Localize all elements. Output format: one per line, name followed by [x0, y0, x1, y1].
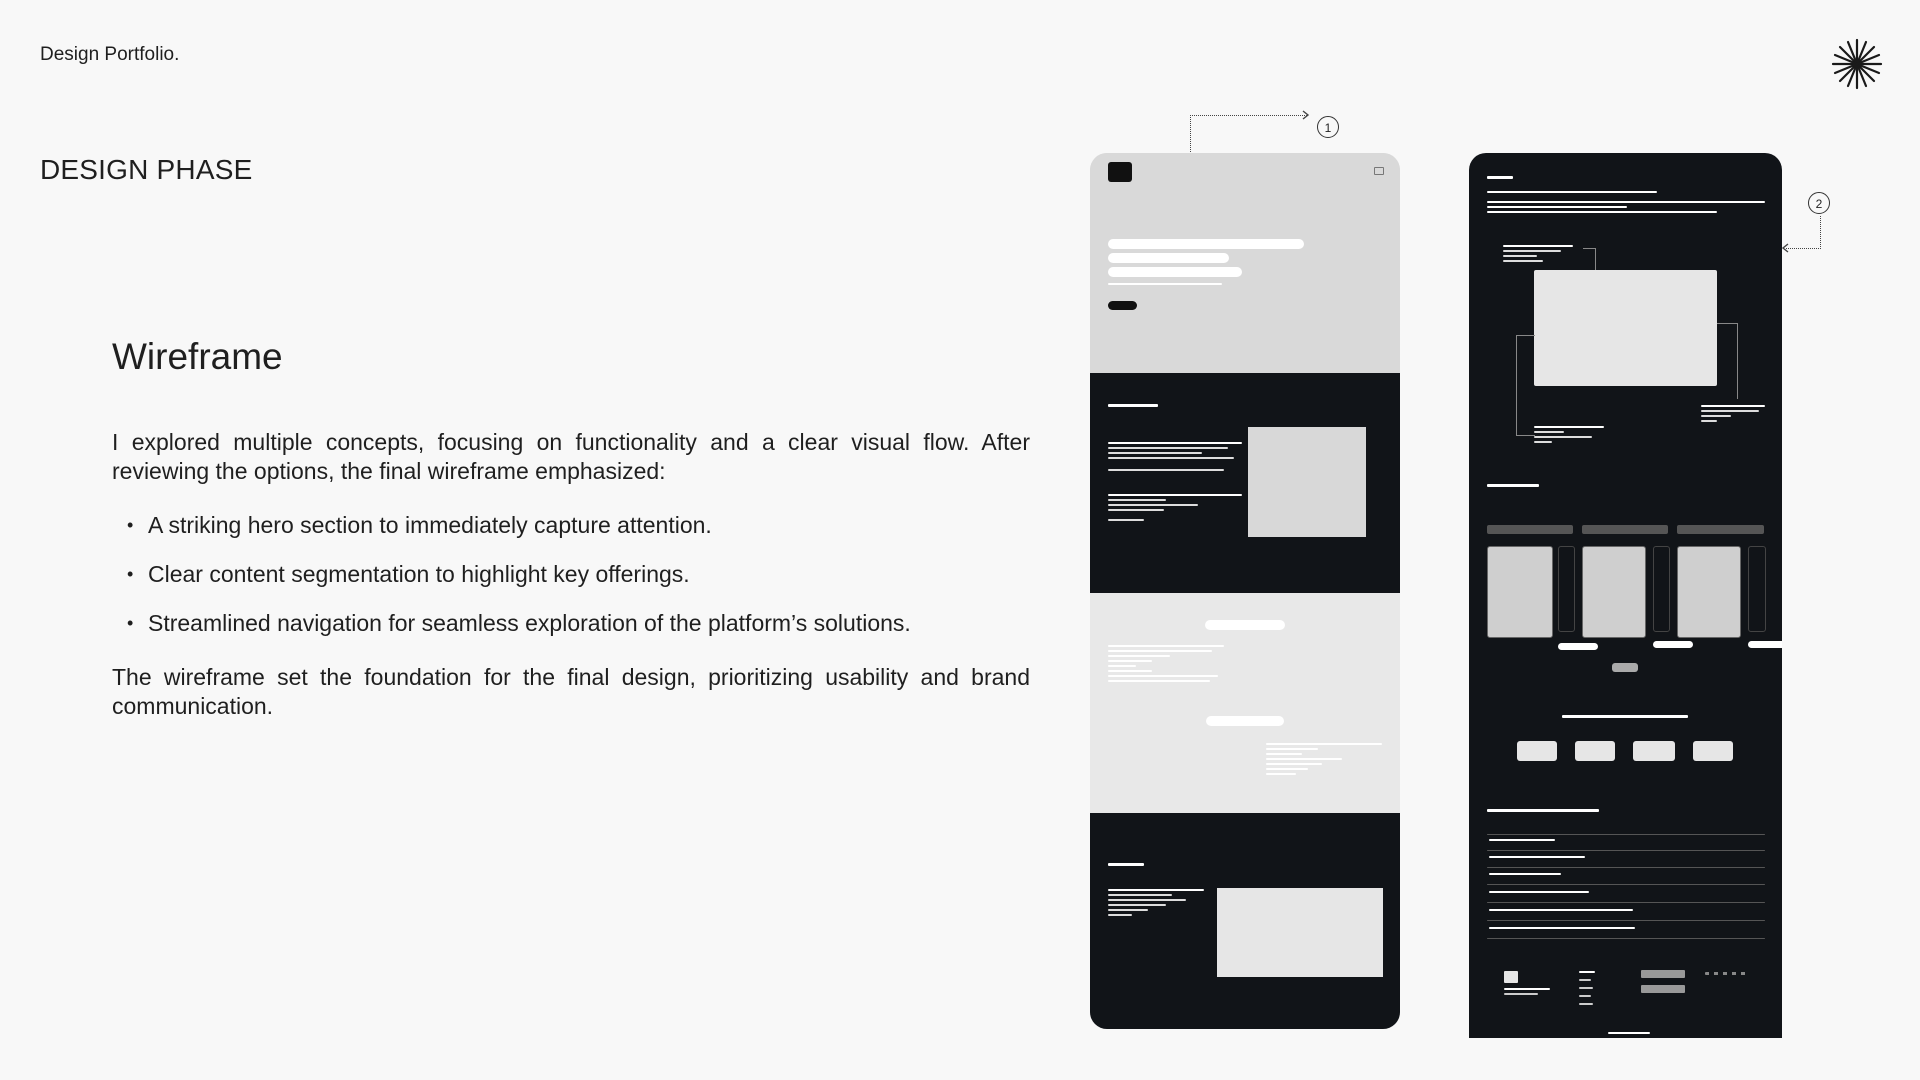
hero-cta-button: [1108, 301, 1137, 310]
section-title-line: [1487, 809, 1599, 812]
accordion-row: [1487, 920, 1765, 921]
text-line: [1108, 899, 1186, 901]
list-item: • Clear content segmentation to highlight key offerings.: [148, 560, 1030, 589]
accordion-row: [1487, 850, 1765, 851]
text-line: [1108, 665, 1136, 667]
text-line: [1108, 452, 1202, 454]
pagination-button: [1612, 663, 1638, 672]
accordion-row: [1487, 902, 1765, 903]
wireframe-concept-2: [1469, 153, 1782, 1038]
card-side: [1558, 546, 1575, 632]
text-line: [1108, 909, 1148, 911]
card: [1677, 546, 1741, 638]
callout-badge-2: 2: [1808, 192, 1830, 214]
starburst-icon: [1830, 37, 1884, 91]
text-line: [1108, 509, 1164, 511]
social-icons: [1705, 972, 1749, 975]
card-header: [1487, 525, 1573, 534]
menu-icon: [1374, 167, 1384, 175]
text-line: [1108, 442, 1242, 444]
text-line: [1534, 426, 1604, 428]
hero-title-line: [1108, 253, 1229, 263]
accordion-title: [1489, 856, 1585, 858]
text-line: [1266, 763, 1322, 765]
footer-bottom-line: [1608, 1032, 1650, 1034]
footer-link: [1579, 971, 1595, 973]
hero-title-line: [1487, 191, 1657, 193]
accordion-title: [1489, 891, 1589, 893]
footer-text-line: [1504, 993, 1538, 995]
arrow-left-icon: [1781, 243, 1789, 253]
hero-title-line: [1487, 206, 1627, 208]
conclusion-paragraph: The wireframe set the foundation for the final design, prioritizing usability and brand communication.: [112, 664, 1030, 719]
section-pill: [1206, 716, 1284, 726]
accordion-row: [1487, 834, 1765, 835]
hero-title-line: [1487, 211, 1717, 213]
image-placeholder: [1248, 427, 1366, 537]
text-line: [1701, 415, 1731, 417]
text-line: [1108, 680, 1210, 682]
connector-line: [1583, 248, 1596, 271]
card-tag: [1748, 641, 1782, 648]
logo-tile: [1575, 741, 1615, 761]
card: [1582, 546, 1646, 638]
text-line: [1266, 758, 1342, 760]
section-title-line: [1108, 863, 1144, 866]
text-line: [1266, 748, 1318, 750]
text-line: [1108, 504, 1198, 506]
text-line: [1108, 660, 1152, 662]
text-line: [1108, 655, 1170, 657]
card-tag: [1653, 641, 1693, 648]
text-line: [1108, 894, 1172, 896]
section-title-line: [1487, 484, 1539, 487]
section-title-line: [1562, 715, 1688, 718]
list-item: • Streamlined navigation for seamless exploration of the platform’s solutions.: [148, 609, 1030, 638]
card-header: [1582, 525, 1668, 534]
text-line: [1266, 768, 1308, 770]
hero-title-line: [1108, 239, 1304, 249]
page-title: Wireframe: [112, 336, 283, 377]
text-line: [1108, 675, 1218, 677]
features-section: [1090, 373, 1400, 593]
text-line: [1108, 447, 1228, 449]
text-line: [1503, 250, 1561, 252]
callout-1-connector: [1190, 115, 1307, 158]
hero-image-placeholder: [1534, 270, 1717, 386]
accordion-title: [1489, 839, 1555, 841]
text-line: [1108, 650, 1212, 652]
text-line: [1266, 773, 1296, 775]
list-item: • A striking hero section to immediately capture attention.: [148, 511, 1030, 540]
text-line: [1701, 420, 1717, 422]
text-line: [1534, 436, 1592, 438]
text-line: [1701, 405, 1765, 407]
text-line: [1108, 499, 1166, 501]
accordion-title: [1489, 909, 1633, 911]
section-pill: [1205, 620, 1285, 630]
text-line: [1266, 743, 1382, 745]
text-line: [1108, 519, 1144, 521]
logo-tile: [1633, 741, 1675, 761]
text-line: [1534, 441, 1552, 443]
text-line: [1108, 914, 1132, 916]
arrow-right-icon: [1302, 110, 1310, 120]
logo-placeholder: [1108, 162, 1132, 182]
card-tag: [1558, 643, 1598, 650]
footer-link: [1579, 979, 1591, 981]
accordion-row: [1487, 938, 1765, 939]
content-section: [1090, 593, 1400, 813]
hero-title-line: [1108, 267, 1242, 277]
footer-button: [1641, 970, 1685, 978]
bullet-list: [112, 511, 1030, 638]
card: [1487, 546, 1553, 638]
nav-line: [1487, 176, 1513, 179]
section-label: DESIGN PHASE: [40, 154, 253, 185]
text-line: [1503, 245, 1573, 247]
footer-text-line: [1504, 988, 1550, 990]
footer-section: [1090, 813, 1400, 1029]
section-title-line: [1108, 404, 1158, 407]
intro-paragraph: I explored multiple concepts, focusing on functionality and a clear visual flow. After reviewing the options, the final wireframe emphasized:: [112, 429, 1030, 484]
logo-tile: [1517, 741, 1557, 761]
description: [112, 428, 1030, 721]
hero-title-line: [1487, 201, 1765, 203]
accordion-title: [1489, 873, 1561, 875]
card-header: [1677, 525, 1764, 534]
hero-subtitle-line: [1108, 283, 1222, 285]
brand-name: Design Portfolio.: [40, 44, 180, 65]
accordion-row: [1487, 867, 1765, 868]
text-line: [1534, 431, 1564, 433]
text-line: [1108, 645, 1224, 647]
accordion-row: [1487, 884, 1765, 885]
footer-link: [1579, 987, 1593, 989]
text-line: [1108, 904, 1166, 906]
hero-section: [1090, 153, 1400, 373]
text-line: [1108, 670, 1152, 672]
footer-logo: [1504, 971, 1518, 983]
text-line: [1266, 753, 1302, 755]
callout-badge-1: 1: [1317, 116, 1339, 138]
text-line: [1503, 255, 1537, 257]
logo-tile: [1693, 741, 1733, 761]
connector-line: [1516, 335, 1535, 436]
connector-line: [1717, 323, 1738, 399]
text-line: [1503, 260, 1543, 262]
wireframe-concept-1: [1090, 153, 1400, 1029]
accordion-title: [1489, 927, 1635, 929]
text-line: [1108, 494, 1242, 496]
text-line: [1108, 469, 1224, 471]
text-line: [1108, 889, 1204, 891]
text-line: [1108, 457, 1234, 459]
card-side: [1748, 546, 1766, 632]
image-placeholder: [1217, 888, 1383, 977]
footer-button: [1641, 985, 1685, 993]
footer-link: [1579, 995, 1591, 997]
footer-link: [1579, 1003, 1593, 1005]
callout-2-connector: [1786, 216, 1821, 249]
card-side: [1653, 546, 1670, 632]
text-line: [1701, 410, 1759, 412]
